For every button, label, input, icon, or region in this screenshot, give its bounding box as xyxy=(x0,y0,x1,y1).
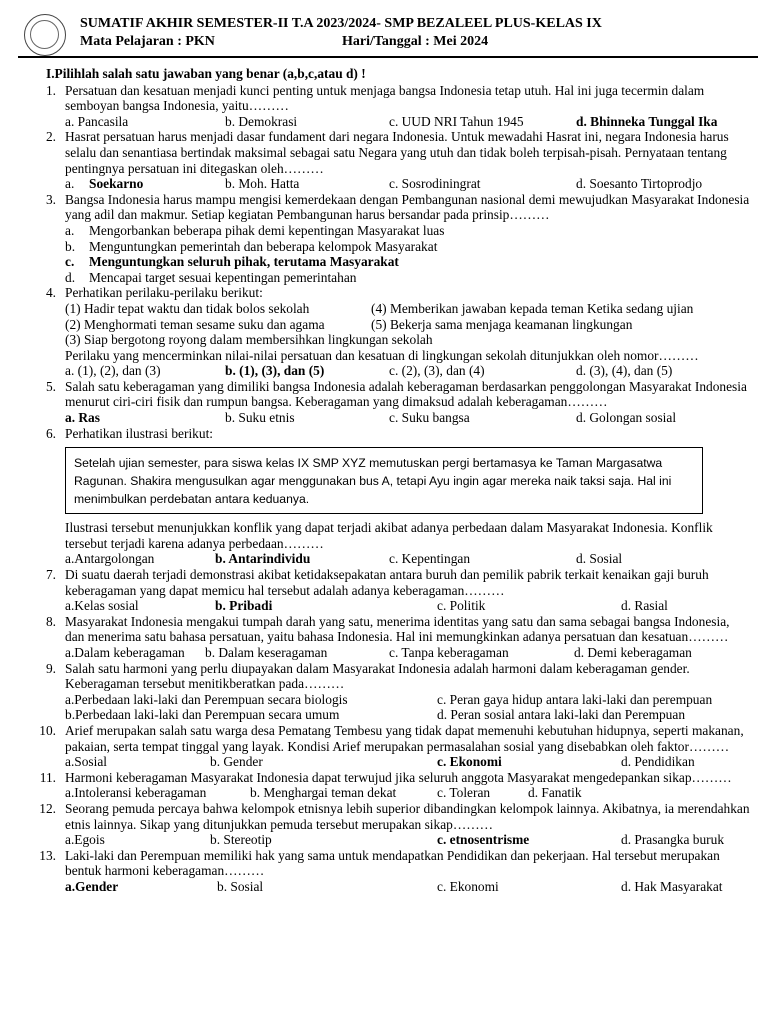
option-c: c. Politik xyxy=(437,598,486,614)
question-text: Persatuan dan kesatuan menjadi kunci penting untuk menjaga bangsa Indonesia tetap utuh. Hal ini juga tecermin dalam semboyan bangsa Indonesia, yaitu……… xyxy=(65,82,705,114)
option-a: a.Intoleransi keberagaman xyxy=(65,785,207,801)
list-item: (2) Menghormati teman sesame suku dan agama xyxy=(65,316,325,332)
option-letter: a. xyxy=(65,222,75,238)
options-row xyxy=(65,707,750,723)
exam-title: SUMATIF AKHIR SEMESTER-II T.A 2023/2024- SMP BEZALEEL PLUS-KELAS IX xyxy=(80,16,602,31)
option-a xyxy=(65,223,750,239)
option-b: b. Moh. Hatta xyxy=(225,176,300,192)
option-letter: d. xyxy=(65,269,76,285)
option-d: d. (3), (4), dan (5) xyxy=(576,363,673,379)
question-number: 12. xyxy=(39,800,56,816)
option-d: d. Soesanto Tirtoprodjo xyxy=(576,176,703,192)
question-8 xyxy=(22,614,750,661)
question-text-2: Ilustrasi tersebut menunjukkan konflik yang dapat terjadi akibat adanya perbedaan dalam Masyarakat Indonesia. Konflik tersebut terjadi karena adanya perbedaan……… xyxy=(65,520,713,551)
header-divider xyxy=(18,56,758,58)
list-item: (5) Bekerja sama menjaga keamanan lingkungan xyxy=(371,316,633,332)
question-number: 10. xyxy=(39,722,56,738)
question-number: 5. xyxy=(45,378,56,394)
options-row xyxy=(65,551,750,567)
option-a: a.Egois xyxy=(65,832,105,848)
option-b: b. Suku etnis xyxy=(225,410,295,426)
option-c: c. Ekonomi xyxy=(437,754,502,770)
question-text: Perhatikan perilaku-perilaku berikut: xyxy=(65,285,263,301)
option-c: c. Tanpa keberagaman xyxy=(389,645,509,660)
question-number: 13. xyxy=(39,847,56,863)
option-c: c. Suku bangsa xyxy=(389,410,470,426)
question-number: 7. xyxy=(45,567,56,583)
option-a: a.Antargolongan xyxy=(65,551,155,567)
options-row xyxy=(65,114,750,130)
options-row xyxy=(65,176,750,192)
option-letter: c. xyxy=(65,254,75,270)
option-d: d. Sosial xyxy=(576,551,623,567)
behavior-list xyxy=(65,301,750,348)
option-d: d. Golongan sosial xyxy=(576,410,677,426)
option-c: c. UUD NRI Tahun 1945 xyxy=(389,113,524,129)
option-text: Mengorbankan beberapa pihak demi kepentingan Masyarakat luas xyxy=(89,222,445,238)
option-a: a. (1), (2), dan (3) xyxy=(65,363,161,379)
question-text: Di suatu daerah terjadi demonstrasi akibat ketidaksepakatan antara buruh dan pemilik pabrik terkait kenaikan gaji buruh keberagaman yang dapat memicu hal tersebut adalah adanya keberagaman……… xyxy=(65,567,709,598)
question-11 xyxy=(22,770,750,801)
exam-content xyxy=(22,66,750,895)
option-text: Menguntungkan seluruh pihak, terutama Masyarakat xyxy=(89,254,399,270)
options-row xyxy=(65,645,750,661)
option-b: b. Demokrasi xyxy=(225,113,298,129)
question-text: Salah satu harmoni yang perlu diupayakan dalam Masyarakat Indonesia adalah harmoni dalam keberagaman gender. Keberagaman tersebut menitikberatkan pada……… xyxy=(65,660,690,692)
question-number: 4. xyxy=(45,285,56,301)
exam-header xyxy=(18,10,758,56)
question-text: Perhatikan ilustrasi berikut: xyxy=(65,425,214,441)
question-number: 2. xyxy=(45,129,56,145)
options-row xyxy=(65,879,750,895)
question-number: 6. xyxy=(45,425,56,441)
question-6 xyxy=(22,426,750,567)
question-text: Masyarakat Indonesia mengakui tumpah darah yang satu, menerima identitas yang satu dan sama sebagai bangsa Indonesia, dan menerima satu bahasa persatuan, yaitu bahasa Indonesia. Hal ini memungkinkan adanya persatuan dan kesatuan……… xyxy=(65,613,730,645)
question-1 xyxy=(22,83,750,130)
option-b xyxy=(65,239,750,255)
option-b: b. Antarindividu xyxy=(215,551,311,567)
question-2 xyxy=(22,129,750,191)
option-b: b. Menghargai teman dekat xyxy=(250,785,397,801)
list-row xyxy=(65,317,750,333)
option-c: c. Ekonomi xyxy=(437,878,499,894)
option-a-label: a. xyxy=(65,176,75,192)
question-number: 3. xyxy=(45,191,56,207)
option-c xyxy=(65,254,750,270)
exam-subheader xyxy=(80,34,489,50)
list-item: (3) Siap bergotong royong dalam membersihkan lingkungan sekolah xyxy=(65,332,433,348)
question-13 xyxy=(22,848,750,895)
option-d: d. Demi keberagaman xyxy=(574,645,692,660)
option-d: d. Pendidikan xyxy=(621,754,695,770)
options-row xyxy=(65,785,750,801)
option-a: Soekarno xyxy=(89,176,144,192)
question-text-2: Perilaku yang mencerminkan nilai-nilai persatuan dan kesatuan di lingkungan sekolah ditunjukkan oleh nomor……… xyxy=(65,347,699,363)
option-text: Mencapai target sesuai kepentingan pemerintahan xyxy=(89,269,357,285)
option-a: a.Gender xyxy=(65,878,119,894)
option-c: c. Sosrodiningrat xyxy=(389,176,481,192)
question-text: Salah satu keberagaman yang dimiliki bangsa Indonesia adalah keberagaman berdasarkan penggolongan Masyarakat Indonesia menurut ciri-ciri fisik dan rumpun bangsa. Keberagaman yang dimaksud adalah keberagaman……… xyxy=(65,378,747,410)
question-4 xyxy=(22,285,750,379)
option-b: b.Perbedaan laki-laki dan Perempuan secara umum xyxy=(65,707,340,723)
question-text: Harmoni keberagaman Masyarakat Indonesia dapat terwujud jika seluruh anggota Masyarakat mengedepankan sikap……… xyxy=(65,769,732,785)
options-row xyxy=(65,598,750,614)
options-row xyxy=(65,754,750,770)
option-d: d. Bhinneka Tunggal Ika xyxy=(576,113,718,129)
school-logo xyxy=(24,14,66,56)
option-d: d. Rasial xyxy=(621,598,668,614)
option-d xyxy=(65,270,750,286)
option-a: a.Perbedaan laki-laki dan Perempuan secara biologis xyxy=(65,691,348,707)
subject-label: Mata Pelajaran : PKN xyxy=(80,34,215,49)
option-d: d. Hak Masyarakat xyxy=(621,878,723,894)
option-c: c. Peran gaya hidup antara laki-laki dan perempuan xyxy=(437,691,713,707)
option-b: b. Sosial xyxy=(217,878,264,894)
question-7 xyxy=(22,567,750,614)
option-b: b. Gender xyxy=(210,754,263,770)
option-b: b. Pribadi xyxy=(215,598,273,614)
question-5 xyxy=(22,379,750,426)
option-text: Menguntungkan pemerintah dan beberapa kelompok Masyarakat xyxy=(89,238,438,254)
question-text: Arief merupakan salah satu warga desa Pematang Tembesu yang tidak dapat memenuhi kebutuhan hidupnya, seperti makanan, pakaian, serta tempat tinggal yang layak. Kondisi Arief merupakan permasalahan sosial yang disebabkan oleh faktor……… xyxy=(65,722,744,754)
options-row xyxy=(65,832,750,848)
option-letter: b. xyxy=(65,238,76,254)
option-a: a.Dalam keberagaman xyxy=(65,645,185,660)
list-item: (1) Hadir tepat waktu dan tidak bolos sekolah xyxy=(65,300,310,316)
option-a: a.Sosial xyxy=(65,754,108,770)
section-title: I.Pilihlah salah satu jawaban yang benar (a,b,c,atau d) ! xyxy=(46,66,366,81)
question-text: Laki-laki dan Perempuan memiliki hak yang sama untuk mendapatkan Pendidikan dan pekerjaan. Hal tersebut merupakan bentuk harmoni keberagaman……… xyxy=(65,847,720,879)
option-a: a.Kelas sosial xyxy=(65,598,139,614)
question-12 xyxy=(22,801,750,848)
question-text: Bangsa Indonesia harus mampu mengisi kemerdekaan dengan Pembangunan nasional demi mewujudkan Masyarakat Indonesia yang adil dan makmur. Setiap kegiatan Pembangunan harus bersandar pada prinsip……… xyxy=(65,191,750,223)
question-number: 8. xyxy=(45,613,56,629)
question-10 xyxy=(22,723,750,770)
option-c: c. etnosentrisme xyxy=(437,832,530,848)
list-item: (4) Memberikan jawaban kepada teman Ketika sedang ujian xyxy=(371,300,694,316)
date-label: Hari/Tanggal : Mei 2024 xyxy=(342,34,489,49)
question-number: 11. xyxy=(39,769,56,785)
option-c: c. Toleran xyxy=(437,785,491,801)
option-d: d. Peran sosial antara laki-laki dan Perempuan xyxy=(437,707,686,723)
question-9 xyxy=(22,661,750,723)
option-c: c. (2), (3), dan (4) xyxy=(389,363,485,379)
option-d: d. Fanatik xyxy=(528,785,582,801)
options-row xyxy=(65,363,750,379)
option-b: b. Stereotip xyxy=(210,832,272,848)
options-row xyxy=(65,410,750,426)
option-a: a. Ras xyxy=(65,410,100,426)
question-text: Hasrat persatuan harus menjadi dasar fundament dari negara Indonesia. Untuk mewadahi Hasrat ini, negara Indonesia harus selalu dan senantiasa bertindak maksimal sebagai satu Negara yang utuh dan tidak boleh terpisah-pisah. Pernyataan tentang pentingnya persatuan ini ditegaskan oleh……… xyxy=(65,129,729,176)
option-c: c. Kepentingan xyxy=(389,551,471,567)
option-a: a. Pancasila xyxy=(65,113,129,129)
option-b: b. Dalam keseragaman xyxy=(205,645,328,660)
question-number: 9. xyxy=(45,660,56,676)
list-row xyxy=(65,301,750,317)
list-row xyxy=(65,332,750,348)
question-text: Seorang pemuda percaya bahwa kelompok etnisnya lebih superior dibandingkan kelompok lainnya. Akibatnya, ia merendahkan etnis lainnya. Sikap yang ditunjukkan pemuda tersebut merupakan sikap……… xyxy=(65,800,750,832)
options-row xyxy=(65,692,750,708)
question-number: 1. xyxy=(45,82,56,98)
question-3 xyxy=(22,192,750,286)
option-d: d. Prasangka buruk xyxy=(621,832,725,848)
option-b: b. (1), (3), dan (5) xyxy=(225,363,325,379)
illustration-box: Setelah ujian semester, para siswa kelas IX SMP XYZ memutuskan pergi bertamasya ke Taman Margasatwa Ragunan. Shakira mengusulkan agar menggunakan bus A, tetapi Ayu ingin agar mereka naik taksi saja. Hal ini menimbulkan perdebatan antara keduanya. xyxy=(65,447,703,514)
